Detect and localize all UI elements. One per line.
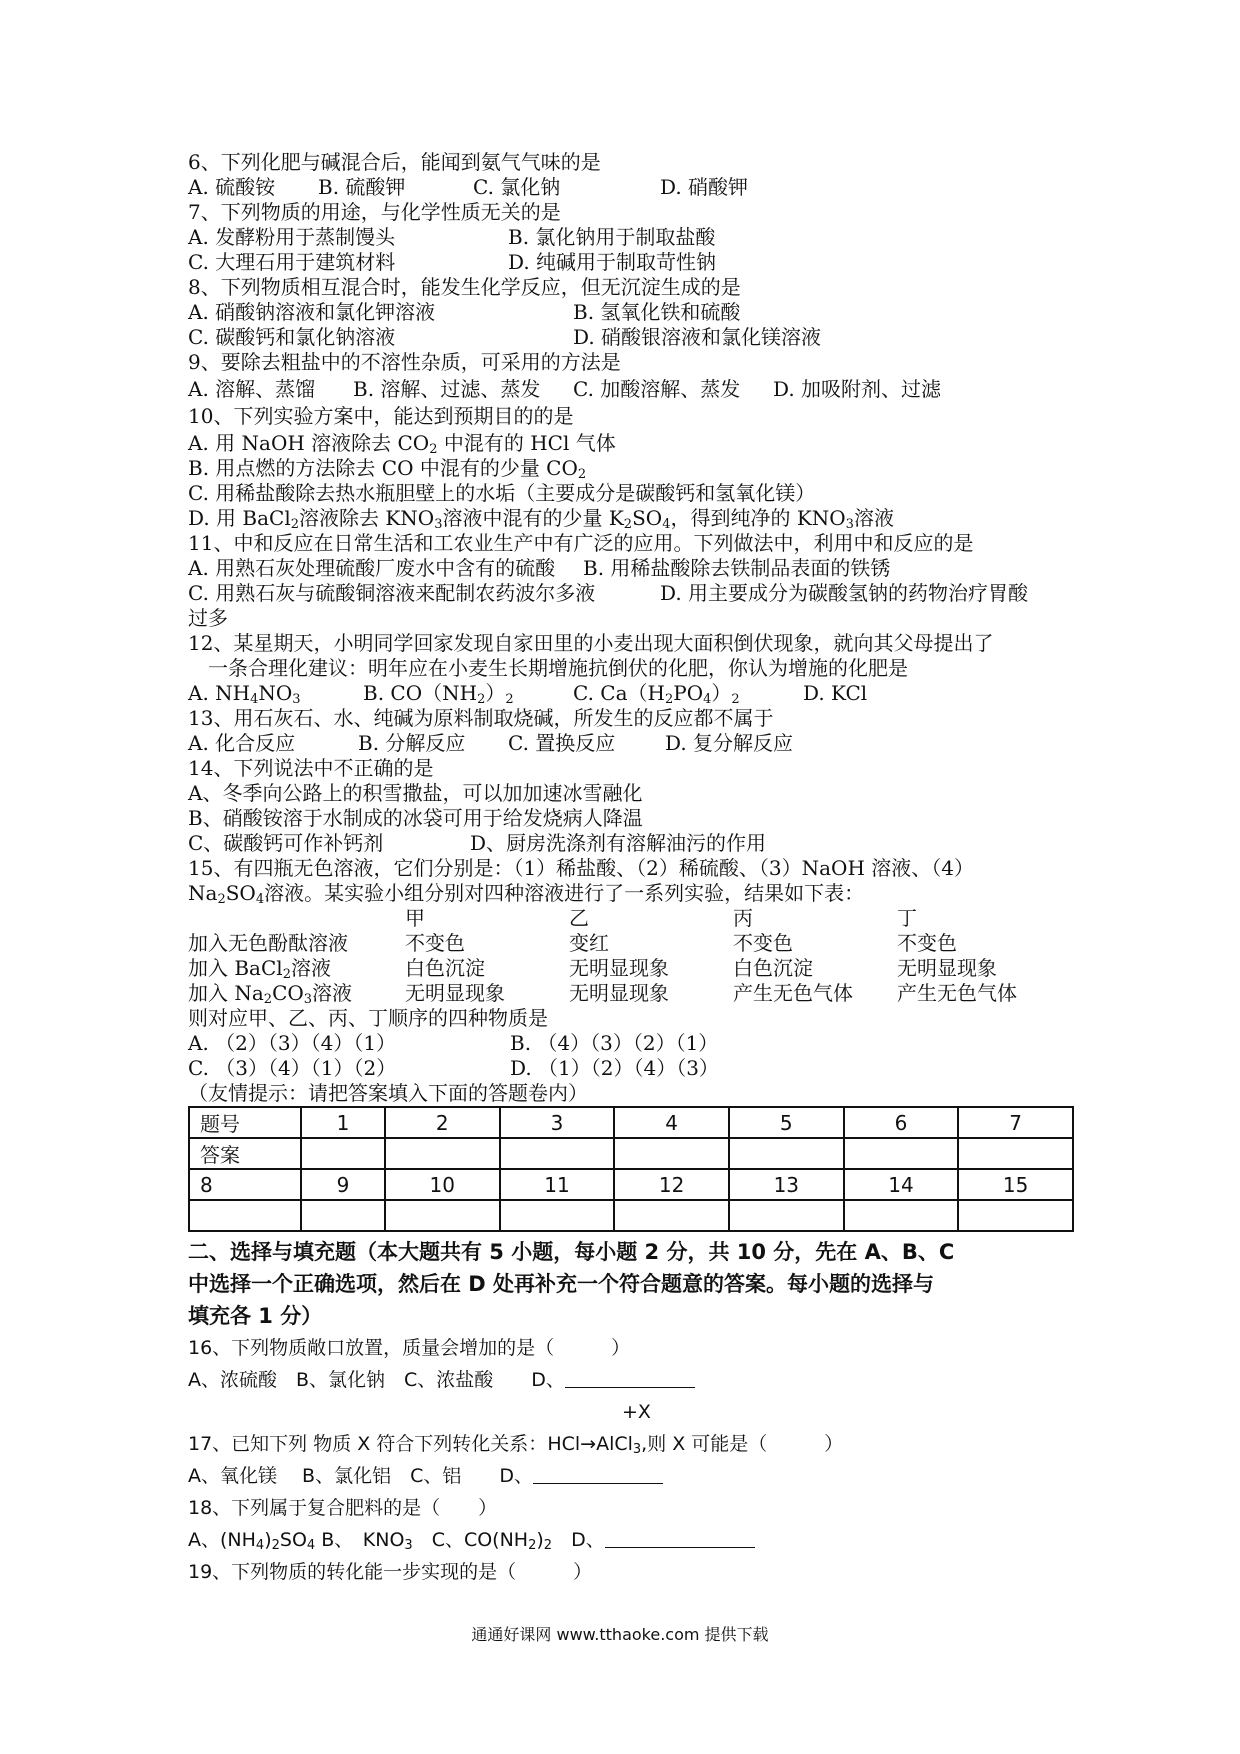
answer-input-cell[interactable]: [844, 1200, 959, 1231]
q15-row1-cell: 变红: [569, 931, 609, 955]
q8-option-b: B. 氢氧化铁和硫酸: [573, 300, 741, 324]
q15-r3-s1: 2: [263, 992, 273, 1007]
q6-option-d: D. 硝酸钾: [660, 175, 749, 199]
q15-s2-s1: 2: [217, 892, 226, 907]
q18-t: D、: [552, 1529, 605, 1551]
section-2-heading: [188, 1236, 1088, 1332]
q14-option-a: A、冬季向公路上的积雪撒盐，可以加加速冰雪融化: [188, 781, 643, 805]
answer-input-cell[interactable]: [729, 1138, 844, 1169]
q8-option-c: C. 碳酸钙和氯化钠溶液: [188, 325, 396, 349]
q15-r2-s1: 2: [282, 967, 291, 982]
q18-t: C、CO(NH: [412, 1529, 529, 1551]
q15-header-yi: 乙: [569, 906, 589, 930]
q16-stem: 16、下列物质敞口放置，质量会增加的是（ ）: [188, 1337, 631, 1359]
q12-b-t2: ）: [485, 681, 506, 705]
q15-header-ding: 丁: [897, 906, 917, 930]
q18-s: 3: [404, 1538, 413, 1553]
answer-cell: 1: [301, 1107, 385, 1138]
q15-result-table: [188, 906, 1088, 1006]
q16-options: [188, 1364, 1088, 1396]
q6-option-b: B. 硫酸钾: [318, 175, 406, 199]
q10-a-sub: 2: [429, 442, 438, 457]
q15-header-spacer: [188, 906, 405, 931]
q15-row2-cell: 白色沉淀: [405, 956, 485, 980]
q7-option-b: B. 氯化钠用于制取盐酸: [508, 225, 716, 249]
answer-input-cell[interactable]: [189, 1200, 301, 1231]
q15-row2-cell: 无明显现象: [569, 956, 669, 980]
answer-input-cell[interactable]: [844, 1138, 959, 1169]
q17-options: [188, 1460, 1088, 1492]
q7-options-ab: [188, 225, 1088, 250]
q18-s: 4: [255, 1538, 265, 1553]
q15-row3-cell: 产生无色气体: [897, 981, 1017, 1005]
q10-d-s4: 4: [662, 517, 671, 532]
q7-stem: 7、下列物质的用途，与化学性质无关的是: [188, 200, 561, 224]
answer-input-cell[interactable]: [385, 1200, 500, 1231]
q12-a-s2: 3: [292, 692, 301, 707]
q12-c-t3: ）: [711, 681, 732, 705]
q10-option-a: [188, 431, 1088, 456]
q14-option-d: D、厨房洗涤剂有溶解油污的作用: [470, 831, 767, 855]
q13-option-a: A. 化合反应: [188, 731, 296, 755]
q17-stem-sub: 3: [632, 1442, 642, 1457]
q9-options: [188, 377, 1088, 402]
q17-stem: [188, 1428, 1088, 1460]
q8-option-d: D. 硝酸银溶液和氯化镁溶液: [573, 325, 822, 349]
q15-s2-t2: SO: [225, 881, 256, 905]
q17-answer-blank[interactable]: [533, 1463, 663, 1484]
exam-page: [188, 150, 1088, 1588]
q15-table-header: [188, 906, 1088, 931]
q18-s: 4: [306, 1538, 316, 1553]
q12-c-t1: C. Ca（H: [573, 681, 665, 705]
q12-stem-1: 12、某星期天，小明同学回家发现自家田里的小麦出现大面积倒伏现象，就向其父母提出了: [188, 631, 994, 655]
q18-answer-blank[interactable]: [605, 1527, 755, 1548]
q13-options: [188, 731, 1088, 756]
q14-option-c: C、碳酸钙可作补钙剂: [188, 831, 384, 855]
q13-option-d: D. 复分解反应: [665, 731, 794, 755]
q18-t: ): [264, 1529, 272, 1551]
q9-option-c: C. 加酸溶解、蒸发: [573, 377, 741, 401]
q15-options-ab: [188, 1031, 1088, 1056]
q18-s: 2: [543, 1538, 553, 1553]
answer-cell: 14: [844, 1169, 959, 1200]
q7-option-a: A. 发酵粉用于蒸制馒头: [188, 225, 396, 249]
q10-stem: 10、下列实验方案中，能达到预期目的的是: [188, 404, 574, 428]
q10-d-s5: 3: [845, 517, 854, 532]
q6-option-a: A. 硫酸铵: [188, 175, 276, 199]
q15-row3-cell: 无明显现象: [569, 981, 669, 1005]
q15-row1-cell: 不变色: [733, 931, 793, 955]
q10-a-text2: 中混有的 HCl 气体: [437, 431, 616, 455]
q15-option-c: C. （3）（4）（1）（2）: [188, 1056, 397, 1080]
q9-stem: 9、要除去粗盐中的不溶性杂质，可采用的方法是: [188, 350, 621, 374]
answer-input-cell[interactable]: [385, 1138, 500, 1169]
q12-c-t2: PO: [673, 681, 704, 705]
q15-table-row: [188, 956, 1088, 981]
q15-table-row: [188, 981, 1088, 1006]
q10-b-sub: 2: [577, 467, 587, 482]
q11-option-d-cont: 过多: [188, 606, 228, 630]
answer-cell: 2: [385, 1107, 500, 1138]
q10-a-text: A. 用 NaOH 溶液除去 CO: [188, 431, 430, 455]
answer-input-cell[interactable]: [614, 1138, 729, 1169]
q8-options-ab: [188, 300, 1088, 325]
q12-b-t1: B. CO（NH: [363, 681, 478, 705]
q15-s2-t1: Na: [188, 881, 218, 905]
q12-a-t1: A. NH: [188, 681, 251, 705]
q14-options-cd: [188, 831, 1088, 856]
q12-options: [188, 681, 1088, 706]
q14-option-b: B、硝酸铵溶于水制成的冰袋可用于给发烧病人降温: [188, 806, 643, 830]
q8-options-cd: [188, 325, 1088, 350]
answer-input-cell[interactable]: [301, 1138, 385, 1169]
q15-s2-t3: 溶液。某实验小组分别对四种溶液进行了一系列实验，结果如下表：: [264, 881, 865, 905]
q7-options-cd: [188, 250, 1088, 275]
answer-input-cell[interactable]: [614, 1200, 729, 1231]
q12-a-s1: 4: [250, 692, 259, 707]
q10-d-t6: 溶液: [853, 506, 894, 530]
q15-r2-t2: 溶液: [290, 956, 331, 980]
section-2-line: 中选择一个正确选项，然后在 D 处再补充一个符合题意的答案。每小题的选择与: [188, 1272, 935, 1296]
answer-cell: 11: [500, 1169, 615, 1200]
q18-s: 2: [271, 1538, 280, 1553]
answer-cell: 10: [385, 1169, 500, 1200]
q18-stem: 18、下列属于复合肥料的是（ ）: [188, 1497, 498, 1519]
q17-stem-t2: ,则 X 可能是（ ）: [641, 1433, 844, 1455]
section-2-line: 二、选择与填充题（本大题共有 5 小题，每小题 2 分，共 10 分，先在 A、B、C: [188, 1240, 955, 1264]
q14-stem: 14、下列说法中不正确的是: [188, 756, 434, 780]
q15-r3-t2: CO: [272, 981, 304, 1005]
q18-options: [188, 1524, 1088, 1556]
q15-header-bing: 丙: [733, 906, 753, 930]
answer-tip: （友情提示：请把答案填入下面的答题卷内）: [188, 1081, 588, 1105]
answer-cell: 9: [301, 1169, 385, 1200]
q12-option-a: [188, 681, 363, 706]
q6-stem: 6、下列化肥与碱混合后，能闻到氨气气味的是: [188, 150, 601, 174]
answer-cell: 6: [844, 1107, 959, 1138]
q15-row1-cell: 不变色: [897, 931, 957, 955]
q17-options-text: A、氧化镁 B、氯化铝 C、铝 D、: [188, 1465, 533, 1487]
q9-option-d: D. 加吸附剂、过滤: [773, 377, 942, 401]
q16-answer-blank[interactable]: [565, 1367, 695, 1388]
q8-stem: 8、下列物质相互混合时，能发生化学反应，但无沉淀生成的是: [188, 275, 741, 299]
answer-input-cell[interactable]: [729, 1200, 844, 1231]
answer-label: 答案: [189, 1138, 301, 1169]
q15-row3-cell: 产生无色气体: [733, 981, 853, 1005]
q6-options: [188, 175, 1088, 200]
q18-s: 2: [528, 1538, 537, 1553]
q10-b-text: B. 用点燃的方法除去 CO 中混有的少量 CO: [188, 456, 578, 480]
q18-t: A、(NH: [188, 1529, 256, 1551]
answer-cell: 4: [614, 1107, 729, 1138]
q12-a-t2: NO: [258, 681, 293, 705]
answer-cell: 3: [500, 1107, 615, 1138]
answer-cell: 5: [729, 1107, 844, 1138]
q15-options-cd: [188, 1056, 1088, 1081]
q15-row2-cell: 白色沉淀: [733, 956, 813, 980]
q11-option-a: A. 用熟石灰处理硫酸厂废水中含有的硫酸: [188, 556, 556, 580]
q11-option-b: B. 用稀盐酸除去铁制品表面的铁锈: [583, 556, 891, 580]
q15-row1-label: 加入无色酚酞溶液: [188, 931, 348, 955]
q15-row2-label: [188, 956, 405, 981]
q10-d-s2: 3: [434, 517, 443, 532]
q10-d-s1: 2: [290, 517, 299, 532]
q15-ask: 则对应甲、乙、丙、丁顺序的四种物质是: [188, 1006, 548, 1030]
q11-option-c: C. 用熟石灰与硫酸铜溶液来配制农药波尔多液: [188, 581, 596, 605]
answer-cell: 8: [189, 1169, 301, 1200]
q10-option-c: C. 用稀盐酸除去热水瓶胆壁上的水垢（主要成分是碳酸钙和氢氧化镁）: [188, 481, 816, 505]
q18-t: B、 KNO: [315, 1529, 405, 1551]
answer-cell: 13: [729, 1169, 844, 1200]
answer-cell: 15: [958, 1169, 1073, 1200]
answer-cell: 7: [958, 1107, 1073, 1138]
q18-t: SO: [279, 1529, 307, 1551]
q10-d-s3: 2: [623, 517, 633, 532]
section-2-line: 填充各 1 分）: [188, 1304, 323, 1328]
q15-r2-t1: 加入 BaCl: [188, 956, 283, 980]
answer-cell: 题号: [189, 1107, 301, 1138]
q15-stem-1: 15、有四瓶无色溶液，它们分别是：（1）稀盐酸、（2）稀硫酸、（3）NaOH 溶液、（4）: [188, 856, 974, 880]
q15-stem-2: [188, 881, 1088, 906]
answer-input-cell[interactable]: [958, 1200, 1073, 1231]
q12-b-s2: 2: [505, 692, 514, 707]
q6-option-c: C. 氯化钠: [473, 175, 561, 199]
q15-option-b: B. （4）（3）（2）（1）: [510, 1031, 719, 1055]
answer-row-numbers-1: [189, 1107, 1073, 1138]
q15-row1-cell: 不变色: [405, 931, 465, 955]
q15-table-row: [188, 931, 1088, 956]
q7-option-c: C. 大理石用于建筑材料: [188, 250, 396, 274]
q15-option-a: A. （2）（3）（4）（1）: [188, 1031, 397, 1055]
q10-option-b: [188, 456, 1088, 481]
page-footer: 通通好课网 www.tthaoke.com 提供下载: [471, 1625, 769, 1644]
q11-options-cd: [188, 581, 1088, 606]
q17-stem-t1: 17、已知下列 物质 X 符合下列转化关系：HCl→AlCl: [188, 1433, 633, 1455]
q10-d-t2: 溶液除去 KNO: [299, 506, 435, 530]
answer-input-cell[interactable]: [500, 1200, 615, 1231]
answer-input-cell[interactable]: [500, 1138, 615, 1169]
q13-option-c: C. 置换反应: [508, 731, 616, 755]
q10-d-t4: SO: [632, 506, 663, 530]
answer-sheet-table: [188, 1106, 1074, 1232]
answer-cell: 12: [614, 1169, 729, 1200]
q13-option-b: B. 分解反应: [358, 731, 466, 755]
q10-d-t5: ，得到纯净的 KNO: [670, 506, 846, 530]
q12-c-s2: 4: [703, 692, 712, 707]
q15-r3-s2: 3: [303, 992, 313, 1007]
answer-input-cell[interactable]: [301, 1200, 385, 1231]
q10-d-t3: 溶液中混有的少量 K: [442, 506, 624, 530]
q15-option-d: D. （1）（2）（4）（3）: [510, 1056, 719, 1080]
q15-r3-t1: 加入 Na: [188, 981, 264, 1005]
q12-b-s1: 2: [477, 692, 486, 707]
answer-row-blank-1: [189, 1138, 1073, 1169]
answer-row-numbers-2: [189, 1169, 1073, 1200]
q12-c-s3: 2: [731, 692, 740, 707]
q18-t: ): [536, 1529, 544, 1551]
q15-row2-cell: 无明显现象: [897, 956, 997, 980]
q13-stem: 13、用石灰石、水、纯碱为原料制取烧碱，所发生的反应都不属于: [188, 706, 774, 730]
q10-option-d: [188, 506, 1088, 531]
q12-option-b: [363, 681, 573, 706]
q11-option-d: D. 用主要成分为碳酸氢钠的药物治疗胃酸: [660, 581, 1029, 605]
q12-option-d: D. KCl: [803, 681, 868, 705]
q12-option-c: [573, 681, 803, 706]
q8-option-a: A. 硝酸钠溶液和氯化钾溶液: [188, 300, 436, 324]
q11-options-ab: [188, 556, 1088, 581]
q15-row3-cell: 无明显现象: [405, 981, 505, 1005]
q12-stem-2: 一条合理化建议：明年应在小麦生长期增施抗倒伏的化肥，你认为增施的化肥是: [208, 656, 908, 680]
q11-stem: 11、中和反应在日常生活和工农业生产中有广泛的应用。下列做法中，利用中和反应的是: [188, 531, 974, 555]
q12-c-s1: 2: [664, 692, 674, 707]
q10-d-t1: D. 用 BaCl: [188, 506, 291, 530]
q15-s2-s2: 4: [255, 892, 265, 907]
q19-stem: 19、下列物质的转化能一步实现的是（ ）: [188, 1561, 593, 1583]
q9-option-b: B. 溶解、过滤、蒸发: [353, 377, 541, 401]
answer-input-cell[interactable]: [958, 1138, 1073, 1169]
q9-option-a: A. 溶解、蒸馏: [188, 377, 316, 401]
q17-arrow-label: +X: [622, 1401, 651, 1423]
q15-header-jia: 甲: [405, 906, 425, 930]
answer-row-blank-2: [189, 1200, 1073, 1231]
q7-option-d: D. 纯碱用于制取苛性钠: [508, 250, 717, 274]
q16-options-text: A、浓硫酸 B、氯化钠 C、浓盐酸 D、: [188, 1369, 565, 1391]
q15-r3-t3: 溶液: [312, 981, 353, 1005]
q15-row3-label: [188, 981, 405, 1006]
